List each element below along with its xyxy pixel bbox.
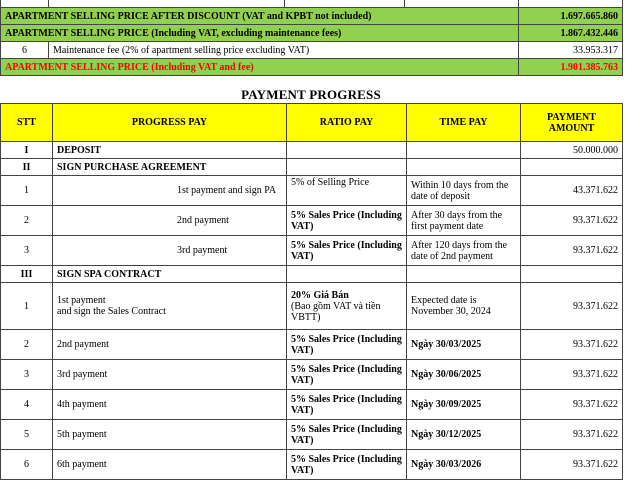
table-row bbox=[1, 330, 623, 360]
row-ratio: 5% Sales Price (Including VAT) bbox=[287, 390, 407, 420]
empty-cell bbox=[521, 266, 623, 283]
empty-cell bbox=[407, 159, 521, 176]
row-progress: 5th payment bbox=[53, 420, 287, 450]
row-amount: 93.371.622 bbox=[521, 450, 623, 480]
summary-label: APARTMENT SELLING PRICE AFTER DISCOUNT (VAT and KPBT not included) bbox=[1, 8, 519, 25]
row-ratio: 5% Sales Price (Including VAT) bbox=[287, 420, 407, 450]
summary-label: APARTMENT SELLING PRICE (Including VAT, excluding maintenance fees) bbox=[1, 25, 519, 42]
empty-cell bbox=[287, 159, 407, 176]
row-progress: 2nd payment bbox=[53, 206, 287, 236]
summary-remnant-cell bbox=[49, 0, 285, 8]
summary-remnant-cell bbox=[519, 0, 623, 8]
row-ratio: 5% Sales Price (Including VAT) bbox=[287, 236, 407, 266]
row-ratio: 5% Sales Price (Including VAT) bbox=[287, 450, 407, 480]
empty-cell bbox=[407, 142, 521, 159]
header-ratio-pay: RATIO PAY bbox=[287, 104, 407, 142]
table-row bbox=[1, 206, 623, 236]
section-label: SIGN PURCHASE AGREEMENT bbox=[53, 159, 287, 176]
summary-row-including-vat bbox=[1, 25, 623, 42]
section-stt: II bbox=[1, 159, 53, 176]
summary-remnant-cell bbox=[285, 0, 405, 8]
header-row bbox=[1, 104, 623, 142]
row-ratio bbox=[287, 283, 407, 330]
row-amount: 43.371.622 bbox=[521, 176, 623, 206]
row-ratio bbox=[287, 176, 407, 206]
row-progress: 6th payment bbox=[53, 450, 287, 480]
row-stt: 3 bbox=[1, 236, 53, 266]
row-time: After 30 days from the first payment date bbox=[407, 206, 521, 236]
ratio-text: 5% of Selling Price bbox=[291, 176, 370, 188]
summary-label: APARTMENT SELLING PRICE (Including VAT and fee) bbox=[1, 59, 519, 76]
summary-label: Maintenance fee (2% of apartment selling price excluding VAT) bbox=[49, 42, 519, 59]
summary-remnant-cell bbox=[405, 0, 519, 8]
row-progress: 1st payment and sign PA bbox=[53, 176, 287, 206]
row-progress: 2nd payment bbox=[53, 330, 287, 360]
summary-row-after-discount bbox=[1, 8, 623, 25]
empty-cell bbox=[287, 142, 407, 159]
ratio-note-text: (Bao gồm VAT và tiền VBTT) bbox=[291, 300, 381, 323]
section-stt: III bbox=[1, 266, 53, 283]
row-stt: 1 bbox=[1, 283, 53, 330]
section-deposit bbox=[1, 142, 623, 159]
section-label: DEPOSIT bbox=[53, 142, 287, 159]
section-purchase-agreement bbox=[1, 159, 623, 176]
row-stt: 2 bbox=[1, 206, 53, 236]
table-row bbox=[1, 283, 623, 330]
price-summary-table bbox=[0, 0, 623, 76]
row-stt: 4 bbox=[1, 390, 53, 420]
empty-cell bbox=[521, 159, 623, 176]
row-progress: 3rd payment bbox=[53, 360, 287, 390]
row-time: After 120 days from the date of 2nd payment bbox=[407, 236, 521, 266]
row-progress: 3rd payment bbox=[53, 236, 287, 266]
section-label: SIGN SPA CONTRACT bbox=[53, 266, 287, 283]
row-time: Ngày 30/12/2025 bbox=[407, 420, 521, 450]
table-row bbox=[1, 176, 623, 206]
summary-value: 1.867.432.446 bbox=[519, 25, 623, 42]
row-amount: 93.371.622 bbox=[521, 330, 623, 360]
empty-cell bbox=[287, 266, 407, 283]
row-ratio: 5% Sales Price (Including VAT) bbox=[287, 360, 407, 390]
header-progress-pay: PROGRESS PAY bbox=[53, 104, 287, 142]
payment-progress-table bbox=[0, 103, 623, 480]
summary-value: 33.953.317 bbox=[519, 42, 623, 59]
table-row bbox=[1, 236, 623, 266]
row-time: Ngày 30/06/2025 bbox=[407, 360, 521, 390]
section-amount: 50.000.000 bbox=[521, 142, 623, 159]
table-row bbox=[1, 360, 623, 390]
summary-value: 1.901.385.763 bbox=[519, 59, 623, 76]
summary-remnant-cell bbox=[1, 0, 49, 8]
row-amount: 93.371.622 bbox=[521, 360, 623, 390]
header-time-pay: TIME PAY bbox=[407, 104, 521, 142]
row-stt: 1 bbox=[1, 176, 53, 206]
table-row bbox=[1, 420, 623, 450]
summary-stt: 6 bbox=[1, 42, 49, 59]
row-stt: 2 bbox=[1, 330, 53, 360]
header-payment-amount: PAYMENT AMOUNT bbox=[521, 104, 623, 142]
row-time: Ngày 30/03/2026 bbox=[407, 450, 521, 480]
row-time: Ngày 30/09/2025 bbox=[407, 390, 521, 420]
summary-row-maintenance-fee bbox=[1, 42, 623, 59]
row-amount: 93.371.622 bbox=[521, 420, 623, 450]
summary-value: 1.697.665.860 bbox=[519, 8, 623, 25]
table-row bbox=[1, 450, 623, 480]
row-ratio: 5% Sales Price (Including VAT) bbox=[287, 330, 407, 360]
row-time: Within 10 days from the date of deposit bbox=[407, 176, 521, 206]
row-time: Expected date is November 30, 2024 bbox=[407, 283, 521, 330]
row-stt: 6 bbox=[1, 450, 53, 480]
row-amount: 93.371.622 bbox=[521, 236, 623, 266]
row-amount: 93.371.622 bbox=[521, 390, 623, 420]
summary-top-remnant-row bbox=[1, 0, 623, 8]
row-progress: 1st payment and sign the Sales Contract bbox=[53, 283, 287, 330]
row-time: Ngày 30/03/2025 bbox=[407, 330, 521, 360]
row-amount: 93.371.622 bbox=[521, 206, 623, 236]
empty-cell bbox=[407, 266, 521, 283]
row-ratio: 5% Sales Price (Including VAT) bbox=[287, 206, 407, 236]
header-stt: STT bbox=[1, 104, 53, 142]
ratio-bold-text: 20% Giá Bán bbox=[291, 289, 349, 301]
row-progress: 4th payment bbox=[53, 390, 287, 420]
row-stt: 3 bbox=[1, 360, 53, 390]
row-amount: 93.371.622 bbox=[521, 283, 623, 330]
table-row bbox=[1, 390, 623, 420]
summary-row-total bbox=[1, 59, 623, 76]
row-stt: 5 bbox=[1, 420, 53, 450]
page-title: PAYMENT PROGRESS bbox=[241, 87, 381, 102]
section-spa-contract bbox=[1, 266, 623, 283]
section-stt: I bbox=[1, 142, 53, 159]
